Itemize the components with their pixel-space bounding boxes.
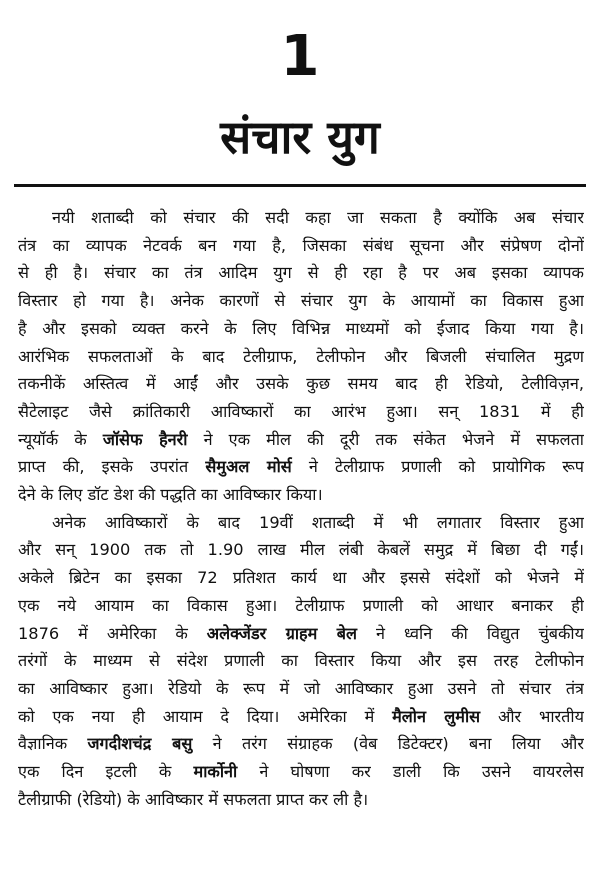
paragraph xyxy=(18,204,584,509)
person-name: जगदीशचंद्र बसु xyxy=(87,734,193,754)
text-line xyxy=(18,232,584,260)
text-segment: और सन् 1900 तक तो 1.90 लाख मील लंबी केबलें समुद्र में बिछा दी गईं। xyxy=(18,540,584,560)
text-segment: प्राप्त की, इसके उपरांत xyxy=(18,457,206,477)
text-line xyxy=(18,259,584,287)
text-line xyxy=(18,204,584,232)
text-segment: को एक नया ही आयाम दे दिया। अमेरिका में xyxy=(18,706,393,726)
chapter-number: 1 xyxy=(280,24,320,89)
text-segment: एक नये आयाम का विकास हुआ। टेलीग्राफ प्रणाली को आधार बनाकर ही xyxy=(18,595,584,615)
text-segment: टैलीग्राफी (रेडियो) के आविष्कार में सफलता प्राप्त कर ली है। xyxy=(18,789,369,809)
text-line xyxy=(18,592,584,620)
text-segment: ने तरंग संग्राहक (वेब डिटेक्टर) बना लिया और xyxy=(192,734,584,754)
text-segment: तरंगों के माध्यम से संदेश प्रणाली का विस्तार किया और इस तरह टेलीफोन xyxy=(18,651,584,671)
text-segment: नयी शताब्दी को संचार की सदी कहा जा सकता है क्योंकि अब संचार xyxy=(52,208,584,227)
text-line xyxy=(18,730,584,758)
text-line xyxy=(18,620,584,648)
text-line xyxy=(18,481,584,509)
text-line xyxy=(18,647,584,675)
text-segment: ने एक मील की दूरी तक संकेत भेजने में सफलता xyxy=(187,429,584,449)
text-segment: अनेक आविष्कारों के बाद 19वीं शताब्दी में भी लगातार विस्तार हुआ xyxy=(52,512,584,532)
text-line xyxy=(18,509,584,537)
text-line xyxy=(18,675,584,703)
text-line xyxy=(18,370,584,398)
text-segment: ने टेलीग्राफ प्रणाली को प्रायोगिक रूप xyxy=(291,457,584,477)
text-segment: और भारतीय xyxy=(480,706,584,726)
chapter-title: संचार युग xyxy=(220,110,380,164)
text-line xyxy=(18,426,584,454)
text-line xyxy=(18,536,584,564)
text-line xyxy=(18,564,584,592)
text-segment: 1876 में अमेरिका के xyxy=(18,623,207,643)
text-segment: न्यूयॉर्क के xyxy=(18,429,103,449)
text-segment: वैज्ञानिक xyxy=(18,734,88,754)
person-name: मार्कोनी xyxy=(193,762,238,782)
text-segment: है और इसको व्यक्त करने के लिए विभिन्न माध्यमों को ईजाद किया गया है। xyxy=(18,318,584,338)
text-segment: का आविष्कार हुआ। रेडियो के रूप में जो आविष्कार हुआ उसने तो संचार तंत्र xyxy=(18,678,584,698)
person-name: अलेक्जेंडर ग्राहम बेल xyxy=(206,623,357,643)
title-divider xyxy=(14,184,586,187)
text-line xyxy=(18,315,584,343)
text-line xyxy=(18,758,584,786)
paragraph xyxy=(18,509,584,814)
text-segment: विस्तार हो गया है। अनेक कारणों से संचार युग के आयामों का विकास हुआ xyxy=(18,291,584,311)
text-segment: से ही है। संचार का तंत्र आदिम युग से ही रहा है पर अब इसका व्यापक xyxy=(18,263,584,283)
text-segment: तंत्र का व्यापक नेटवर्क बन गया है, जिसका संबंध सूचना और संप्रेषण दोनों xyxy=(18,235,584,255)
text-line xyxy=(18,786,584,814)
person-name: मैलोन लुमीस xyxy=(392,706,481,726)
text-line xyxy=(18,287,584,315)
person-name: सैमुअल मोर्स xyxy=(205,457,292,477)
text-line xyxy=(18,453,584,481)
text-segment: एक दिन इटली के xyxy=(18,762,194,782)
person-name: जॉसेफ हैनरी xyxy=(102,429,188,449)
text-segment: ने घोषणा कर डाली कि उसने वायरलेस xyxy=(237,762,584,782)
text-line xyxy=(18,343,584,371)
text-segment: सैटेलाइट जैसे क्रांतिकारी आविष्कारों का आरंभ हुआ। सन् 1831 में ही xyxy=(18,401,584,421)
text-line xyxy=(18,703,584,731)
chapter-body xyxy=(18,204,584,813)
text-segment: अकेले ब्रिटेन का इसका 72 प्रतिशत कार्य था और इससे संदेशों को भेजने में xyxy=(18,568,584,588)
text-segment: तकनीकें अस्तित्व में आईं और उसके कुछ समय बाद ही रेडियो, टेलीविज़न, xyxy=(18,374,584,394)
text-segment: देने के लिए डॉट डेश की पद्धति का आविष्कार किया। xyxy=(18,485,323,505)
text-segment: आरंभिक सफलताओं के बाद टेलीग्राफ, टेलीफोन और बिजली संचालित मुद्रण xyxy=(18,346,584,366)
text-line xyxy=(18,398,584,426)
text-segment: ने ध्वनि की विद्युत चुंबकीय xyxy=(357,623,584,643)
